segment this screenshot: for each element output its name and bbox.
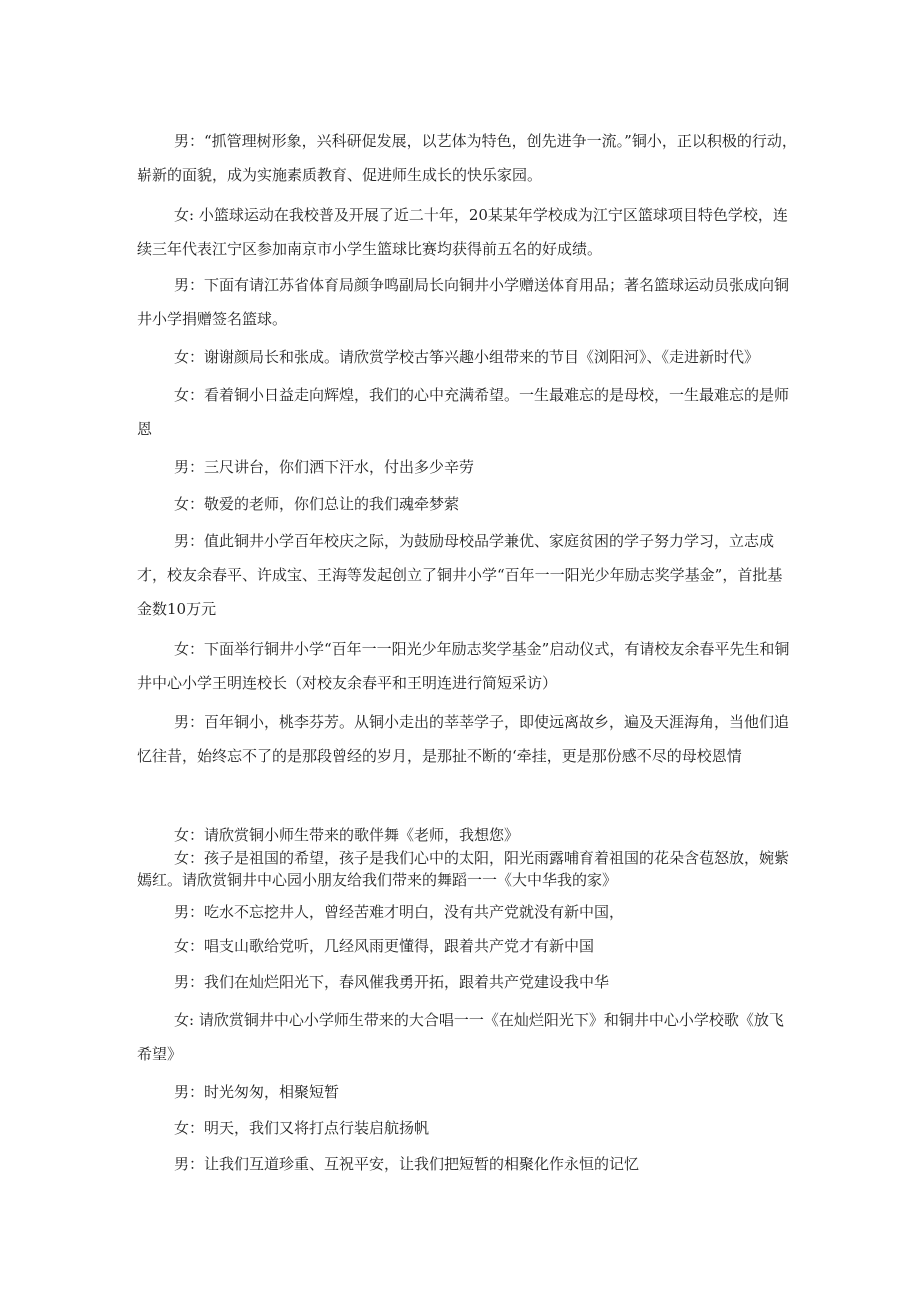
paragraph: 女：孩子是祖国的希望，孩子是我们心中的太阳，阳光雨露哺育着祖国的花朵含苞怒放，婉紫嫣红。请欣赏铜井中心园小朋友给我们带来的舞蹈一一《大中华我的家》	[137, 849, 790, 889]
paragraph: 女: 请欣赏铜井中心小学师生带来的大合唱一一《在灿烂阳光下》和铜井中心小学校歌《放飞希望》	[137, 1011, 784, 1063]
paragraph: 女: 小篮球运动在我校普及开展了近二十年，20某某年学校成为江宁区篮球项目特色学校，连续三年代表江宁区参加南京市小学生篮球比赛均获得前五名的好成绩。	[137, 206, 788, 258]
paragraph: 女：下面举行铜井小学“百年一一阳光少年励志奖学基金”启动仪式，有请校友余春平先生和铜井中心小学王明连校长（对校友余春平和王明连进行简短采访）	[137, 640, 790, 692]
paragraph: 女：敬爱的老师，你们总让的我们魂牵梦萦	[174, 495, 460, 513]
paragraph: 男：下面有请江苏省体育局颜争鸣副局长向铜井小学赠送体育用品；著名篮球运动员张成向铜井小学捐赠签名篮球。	[137, 276, 790, 328]
paragraph: 男：时光匆匆，相聚短暂	[174, 1083, 340, 1101]
paragraph: 女：请欣赏铜小师生带来的歌伴舞《老师，我想您》	[174, 826, 520, 844]
paragraph: 女：看着铜小日益走向辉煌，我们的心中充满希望。一生最难忘的是母校，一生最难忘的是师恩	[137, 386, 790, 438]
paragraph: 女：谢谢颜局长和张成。请欣赏学校古筝兴趣小组带来的节目《浏阳河》、《走进新时代》	[174, 348, 760, 366]
paragraph: 男：百年铜小，桃李芬芳。从铜小走出的莘莘学子，即使远离故乡，遍及天涯海角，当他们追忆往昔，始终忘不了的是那段曾经的岁月，是那扯不断的‘牵挂，更是那份感不尽的母校恩情	[137, 713, 790, 765]
paragraph: 女：明天，我们又将打点行装启航扬帆	[174, 1119, 430, 1137]
paragraph: 男：我们在灿烂阳光下，春风催我勇开拓，跟着共产党建设我中华	[174, 973, 610, 991]
paragraph: 男：“抓管理树形象，兴科研促发展，以艺体为特色，创先进争一流。”铜小，正以积极的行动，崭新的面貌，成为实施素质教育、促进师生成长的快乐家园。	[137, 132, 797, 184]
paragraph: 男：让我们互道珍重、互祝平安，让我们把短暂的相聚化作永恒的记忆	[174, 1155, 640, 1173]
paragraph: 男：吃水不忘挖井人，曾经苦难才明白，没有共产党就没有新中国，	[174, 903, 625, 921]
paragraph: 女：唱支山歌给党听，几经风雨更懂得，跟着共产党才有新中国	[174, 937, 595, 955]
paragraph: 男：三尺讲台，你们洒下汗水，付出多少辛劳	[174, 458, 475, 476]
paragraph: 男：值此铜井小学百年校庆之际，为鼓励母校品学兼优、家庭贫困的学子努力学习，立志成才，校友余春平、许成宝、王海等发起创立了铜井小学“百年一一阳光少年励志奖学基金”，首批基金数10万元	[137, 532, 783, 618]
